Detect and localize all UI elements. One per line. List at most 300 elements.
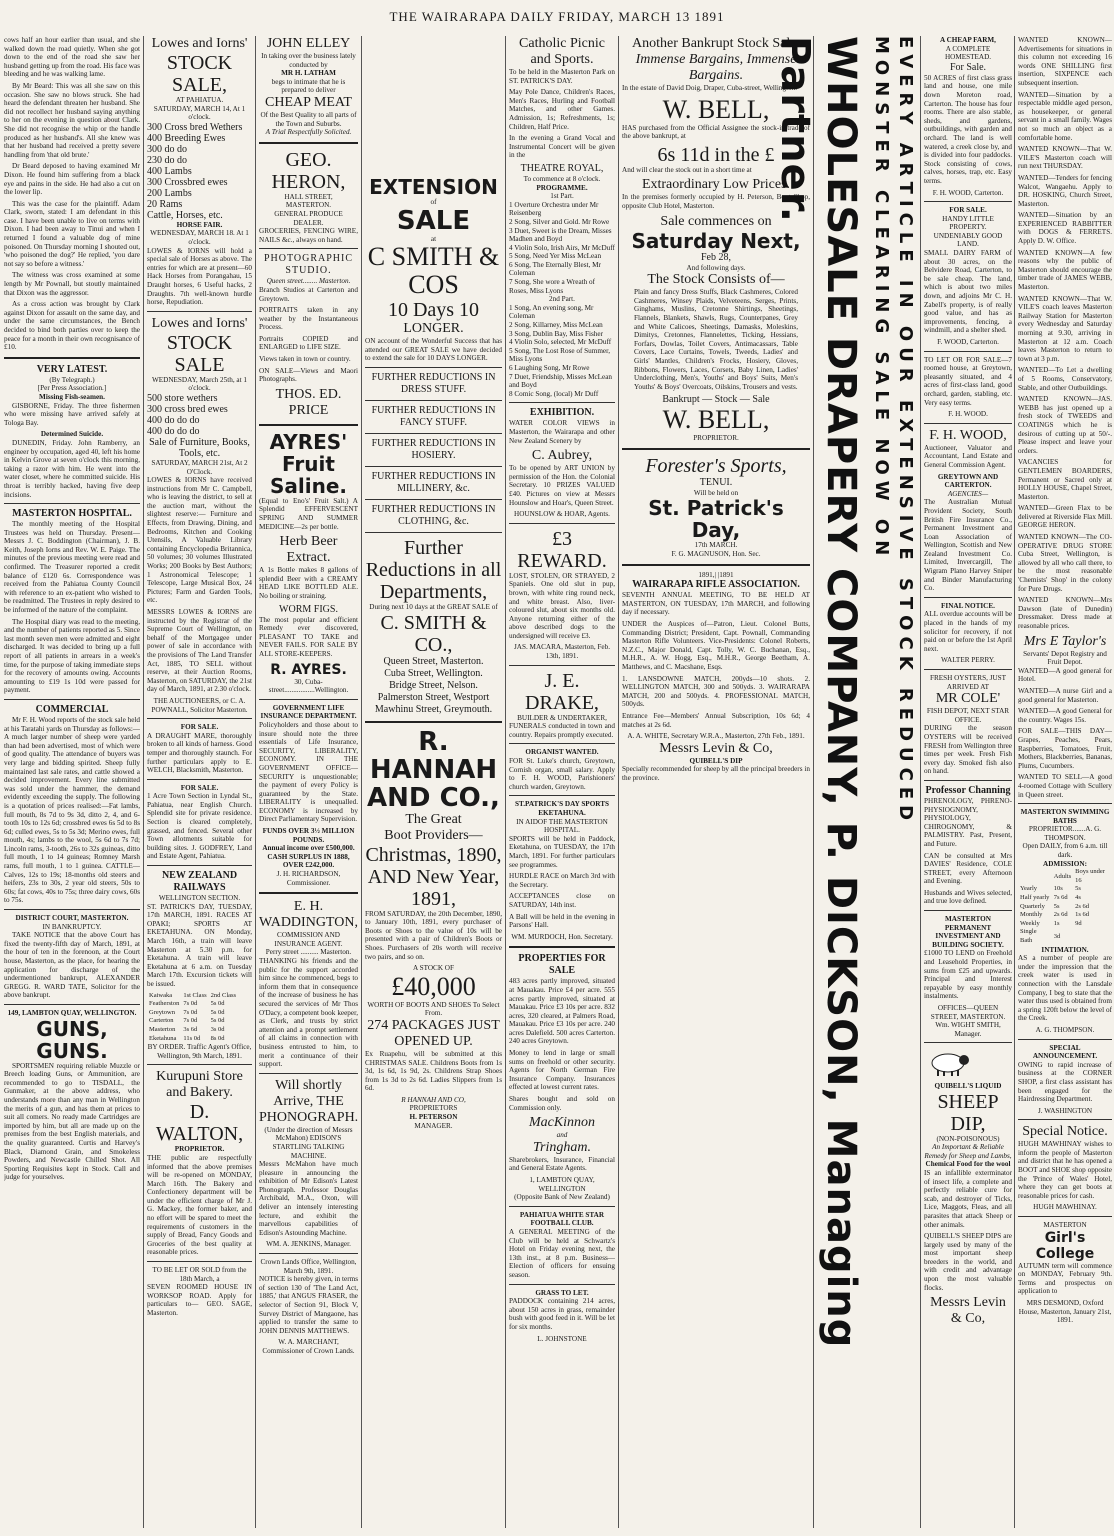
ad-subheading: HANDY LITTLE PROPERTY. <box>942 214 994 232</box>
ad-heading: Will shortly Arrive, THE PHONOGRAPH. <box>259 1077 358 1125</box>
notice-text: NOTICE is hereby given, in terms of section 130 of 'The Land Act, 1885,' that ANGUS FRASER, the selector of Section 91, Block V, Survey District of Mangaone, has applied to transfer the same to JOHN DENNIS MATTHEWS. <box>259 1275 358 1335</box>
ad-text: ALL overdue accounts will be placed in the hands of my solicitor for recovery, if not paid on or before the 1st April next. <box>924 610 1012 653</box>
ad-title: 274 PACKAGES JUST OPENED UP. <box>367 1017 500 1049</box>
ad-title: Saturday Next, <box>631 228 801 253</box>
ad-signature: WM. A. JENKINS, Manager. <box>266 1240 351 1249</box>
ad-text: Policyholders and those about to insure should note the three essentials of Life Insurance, SECURITY, LIBERALITY, ECONOMY. IN THE GOVERNMENT OFFICE— SECURITY is unquestionable; the payment of every Policy is guaranteed by the State. LIBERALITY is unequalled. ECONOMY is increased by Direct Parliamentary Supervision. <box>259 720 358 824</box>
ad-title: SHEEP DIP, <box>937 1090 999 1135</box>
ad-text: In the premises formerly occupied by H. Peterson, Boot Shop, opposite Club Hotel, Masterton. <box>622 193 810 210</box>
ad-text: at <box>430 234 437 243</box>
column-events <box>509 36 615 1528</box>
reduction-item: FURTHER REDUCTIONS IN CLOTHING, &c. <box>371 503 496 527</box>
ad-text: FOR St. Luke's church, Greytown, Cornish organ, small salary. Apply to F. H. WOOD, Parishioners' church warden, Greytown. <box>509 757 615 791</box>
ad-title: D. WALTON, <box>155 1101 244 1146</box>
ad-address: 30, Cuba-street.................Wellington. <box>268 677 349 695</box>
classified-ad: WANTED—Situation by an EXPERIENCED RABBITTER with DOGS & FERRETS. Apply D. W. Office. <box>1018 211 1112 246</box>
ad-heading: Herb Beer Extract. <box>279 534 338 566</box>
ad-subheading: WELLINGTON SECTION. <box>158 894 241 903</box>
ad-heading: WORM FIGS. <box>279 603 338 615</box>
classified-ad: WANTED KNOWN—Advertisements for situations in this column not exceeding 16 words ONE SHILLING first insertion, SIXPENCE each subsequent insertion. <box>1018 36 1112 87</box>
ad-text: Feb 28, <box>701 251 731 263</box>
ad-heading: MASTERTON PERMANENT INVESTMENT AND BUILDING SOCIETY. <box>932 915 1004 949</box>
ad-subheading: UNDENIABLY GOOD LAND. <box>933 231 1003 249</box>
ad-text: begs to intimate that he is prepared to deliver <box>271 77 346 95</box>
ad-text: SPORTSMEN requiring reliable Muzzle or Breech loading Guns, or Ammunition, are recommended to go to TISDALL, the Gunmaker, at the above address, who understands more than any man in Wellington the merits of a gun, and has them at prices to suit all comers. No ready made Cartridges are imported by him, but all are made up on the premises from the best English materials, and the quality guaranteed. Curtis and Harvey's Black, Diamond Grain, and Smokeless Powders, and Newcastle Chilled Shot. All Sporting Requisites kept in Stock. Call and judge for yourselves. <box>4 1061 140 1182</box>
ad-text: LOST, STOLEN, OR STRAYED, 2 Spaniels. One old slut in pup, brown, with white ring round neck, and white breast. Also, liver-coloured slut, about six months old. Anyone returning either of the above described dogs to the undersigned will receive £3. <box>509 571 615 640</box>
ad-text: LOWES & IORNS have received instructions from Mr C. Campbell, who is leaving the district, to sell at the auction mart, without the slightest reserve:— Furniture and Effects, from Drawing, Dining, and Bedrooms, Kitchen and Cooking Utensils, A Valuable Library containing Encyclopedia Britannica, 50 volumes; 30 volumes Illustrated Works; 200 Books by Best Authors; 1 Astronomical Telescope; 1 Telescope, Large Musical Box, 24 Pictures; Farm and Garden Tools, etc. <box>147 476 252 605</box>
ad-heading: Kurupuni Store and Bakery. <box>156 1069 243 1101</box>
section-heading: VERY LATEST. <box>36 363 108 375</box>
ad-heading: MASTERTON SWIMMING BATHS <box>1020 808 1110 825</box>
ad-subheading: (Under the direction of Messrs McMahon) EDISON'S STARTLING TALKING MACHINE. <box>264 1125 353 1160</box>
programme-item: 7 Duet, Friendship, Misses McLean and Boyd <box>509 372 613 390</box>
table-row: Carterton 7s 0d 5s 0d <box>149 1017 225 1025</box>
ad-heading: Professor Channing <box>925 784 1011 796</box>
table-row: Yearly 10s 5s <box>1020 885 1081 893</box>
stock-item: 300 do do <box>147 143 187 155</box>
ad-heading: AYRES' <box>269 429 348 454</box>
article-text: Mr F. H. Wood reports of the stock sale held at his Taratahi yards on Thursday as follows:—A much larger number of sheep were yarded than had been advertised, most of which were of good quality. The attendance of buyers was very large and bidding spirited. Sheep fully maintained last sale rates, and cattle showed a decided improvement. Every line submitted was sold under the hammer, the demand evidently exceeding the supply. The following is a quotation of prices realised:—Fat lambs, full mouth, 8s 7d to 9s 3d, ditto 2, 4, and 6-tooth 10s to 12s 6d; crossbred ewes 6s 5d to 8s 6d; culled ewes, 5s to 5s 3d; Merino ewes, full mouth, 4s; lambs to the wool, 5s 6d to 7s 7d; Lincoln rams, 3-tooth, 26s to 32s guineas, ditto full mouth, 1 to 14 guineas; Romney Marsh rams, full mouth, 1 to 1 guinea. CATTLE—Calves, 12s to 19s; 18-months old steers and heifers, 23s to 30s, 2 year old steers, 50s to 60s; fat cows, 40s to 75s; three dairy cows, 60s to 75s. <box>4 715 140 905</box>
section-heading: MASTERTON HOSPITAL. <box>12 508 132 520</box>
programme-item: 2 Song, Killarney, Miss McLean <box>509 321 603 330</box>
ad-heading: F. H. WOOD, <box>929 427 1007 443</box>
ad-address: 1, LAMBTON QUAY, WELLINGTON <box>529 1176 595 1193</box>
programme-item: 2 Song, Silver and Gold. Mr Rowe <box>509 217 610 226</box>
ad-text: ADMISSION: <box>1043 859 1087 868</box>
programme-heading: PROGRAMME. <box>536 183 588 192</box>
branch-address: Mawhinu Street, Greymouth. <box>374 703 493 715</box>
table-row: Kaiwaka 1st Class 2nd Class <box>149 991 237 999</box>
ad-text: Of the Best Quality to all parts of the Town and Suburbs. <box>260 110 357 128</box>
ad-text: TO LET OR FOR SALE—7 roomed house, at Greytown, pleasantly situated, and 4 acres of first-class land, good orchard, garden, stabling, etc. Very easy terms. <box>924 355 1012 407</box>
ad-text: of <box>430 198 437 206</box>
ad-title: Extraordinary Low Prices. <box>641 177 791 193</box>
ad-text: Portraits COPIED and ENLARGED to LIFE SIZE. <box>259 334 358 352</box>
programme-item: 1 Song, An evening song, Mr Coleman <box>509 303 594 321</box>
ad-signature: HUGH MAWHINAY. <box>1033 1203 1097 1212</box>
notice-text: Entrance Fee—Members' Annual Subscription, 10s 6d; 4 matches at 2s 6d. <box>622 711 810 729</box>
ad-text: ON SALE—Views and Maori Photographs. <box>259 366 358 384</box>
ad-text: PORTRAITS taken in any weather by the Instantaneous Process. <box>259 306 358 332</box>
column-rule <box>1014 36 1015 1528</box>
ad-heading: NEW ZEALAND RAILWAYS <box>161 870 238 894</box>
ad-text: Will be held on <box>693 488 739 497</box>
ad-signature: HOUNSLOW & HOAR, Agents. <box>514 510 610 519</box>
ad-title: C. Aubrey, <box>531 448 593 464</box>
ad-heading: A CHEAP FARM, <box>940 36 996 44</box>
ad-title: STOCK SALE <box>166 331 233 376</box>
classified-ad: WANTED KNOWN—The CO-OPERATIVE DRUG STORE Cuba Street, Wellington, is allowed by all who call there, to be the most reasonable 'Chemists' Shop' in the colony for Pure Drugs. <box>1018 533 1112 593</box>
ad-text: PHRENOLOGY, PHRENO-PHYSIOGNOMY, PHYSIOLOGY, CHIROGNOMY, & PALMISTRY. Past, Present, and Future. <box>924 796 1012 848</box>
ad-heading: EXHIBITION. <box>529 407 595 419</box>
ad-text: Bankrupt — Stock — Sale <box>662 394 770 406</box>
ad-title: The Stock Consists of— <box>647 272 785 288</box>
ad-text: AUTUMN term will commence on MONDAY, February 9th. Terms and prospectus on application to <box>1018 1261 1112 1296</box>
table-row: Weekly 1s 9d <box>1020 919 1082 927</box>
programme-item: 5 Song, The Lost Rose of Summer, Miss Lyons <box>509 346 610 364</box>
ad-heading: FRESH OYSTERS, JUST ARRIVED AT <box>929 674 1007 691</box>
notice-text: TAKE NOTICE that the above Court has fixed the twenty-fifth day of March, 1891, at the hour of ten in the forenoon, at the Court house, Masterton, as the place, for hearing the application for discharge of the undermentioned bankrupt, ALEXANDER GREGG. R. WARD TATE, Solicitor for the above bankrupt. <box>4 931 140 1000</box>
table-row: Half yearly 7s 6d 4s <box>1020 894 1081 902</box>
ad-text: Messrs McMahon have much pleasure in announcing the exhibition of Mr Edison's Latest Phonograph. Professor Douglas Archibald, M.A., Oxon, will deliver an intensely interesting lecture, and exhibit the marvellous capabilities of Edison's Astounding Machine. <box>259 1160 358 1237</box>
notice-subheading: IN BANKRUPTCY. <box>42 922 102 931</box>
classified-ad: WANTED—Tenders for fencing Walcot, Wangaehu. Apply to DR. HOSKING, Church Street, Masterton. <box>1018 173 1112 208</box>
reduction-item: FURTHER REDUCTIONS IN DRESS STUFF. <box>371 371 496 395</box>
ad-text: SEVEN ROOMED HOUSE IN WORKSOP ROAD. Apply for particulars to— GEO. SAGE, Masterton. <box>147 1283 252 1317</box>
ad-title: C SMITH & COS <box>367 242 500 300</box>
column-wanted <box>1018 36 1112 1528</box>
ad-text: To be held in the Masterton Park on ST. PATRICK'S DAY. <box>509 68 615 85</box>
branch-address: Palmerston Street, Westport <box>377 691 490 703</box>
ad-text: Specially recommended for sheep by all the principal breeders in the province. <box>622 765 810 782</box>
ad-text: A 1s Bottle makes 8 gallons of splendid Beer with a CREAMY HEAD LIKE BOTTLED ALE. No boiling or straining. <box>259 566 358 600</box>
section-heading: COMMERCIAL <box>35 703 109 715</box>
ad-text: QUIBELL'S SHEEP DIPS are largely used by many of the most important sheep breeders in the world, and with credit and advantage upon the most valuable flocks. <box>924 1232 1012 1292</box>
ad-title: For Sale. <box>949 61 987 73</box>
ad-signature: F. WOOD, Carterton. <box>937 338 999 346</box>
ad-date: WEDNESDAY, MARCH 18. At 1 o'clock. <box>150 229 249 246</box>
ad-heading: PHOTOGRAPHIC STUDIO. <box>263 253 354 277</box>
ad-text: OWING to rapid increase of business at the CORNER SHOP, a first class assistant has been engaged for the Hairdressing Department. <box>1018 1060 1112 1104</box>
ad-heading: Girl's College <box>1035 1229 1095 1262</box>
ad-text: A GENERAL MEETING of the Club will be held at Schwartz's Hotel on Friday evening next, the 13th inst., at 8 p.m. Business—Election of officers for ensuing season. <box>509 1227 615 1279</box>
table-row: Adults Boys under 16 <box>1053 868 1105 884</box>
programme-item: 6 Song, The Eternally Blest, Mr Coleman <box>509 260 601 278</box>
ad-title: St. Patrick's Day, <box>648 496 784 543</box>
ad-text: Husbands and Wives selected, and true love defined. <box>924 888 1012 906</box>
ad-text: The Australian Mutual Provident Society, South British Fire Insurance Co., Permanent Investment and Loan Association of Wellington, Scottish and New Zealand Investment Co. Limited, Invercargill, The Wigram Plano Harvey Sniper and Binder Manufacturing Co. <box>924 498 1012 593</box>
ad-title: MacKinnon <box>528 1115 596 1131</box>
stock-item: 230 do do <box>147 154 187 166</box>
ad-title: SALE <box>396 205 471 236</box>
ad-text: In taking over the business lately conducted by <box>261 52 356 69</box>
ad-signature: F. G. MAGNUSON, Hon. Sec. <box>671 550 761 559</box>
ad-place: AT PAHIATUA. <box>175 96 224 104</box>
ad-subheading: A COMPLETE HOMESTEAD. <box>944 44 992 62</box>
ad-heading: Catholic Picnic and Sports. <box>519 36 605 67</box>
stock-item: 500 store wethers <box>147 392 218 404</box>
classified-ad: VACANCIES for GENTLEMEN BOARDERS, Permanent or Sacred only at HOLLY HOUSE, Chapel Street, Masterton. <box>1018 458 1112 501</box>
stock-item: 200 Lambs <box>147 187 192 199</box>
column-rule <box>255 36 256 1528</box>
article-text: By Mr Beard: This was all she saw on this occasion. She saw no blows struck. She had heard the defendant threaten her husband. She did not recollect her husband saying anything to her on the evening in question about Clark. She did not recognise the whip or the handle produced as her husband's. All she knew was that her husband had received a pretty severe handling from 'that old brute.' <box>4 81 140 159</box>
ad-text: (Equal to Eno's' Fruit Salt.) A Splendid EFFERVESCENT SPRING AND SUMMER MEDICINE—2s per bottle. <box>259 496 358 531</box>
ad-heading: Lowes and Iorns' <box>151 36 248 51</box>
ad-heading: TO BE LET OR SOLD from the 18th March, a <box>152 1266 247 1283</box>
ad-heading: PAHIATUA WHITE STAR FOOTBALL CLUB. <box>519 1210 605 1228</box>
article-heading: Determined Suicide. <box>40 430 104 439</box>
ad-text: AS a number of people are under the impression that the creek water is used in connection with the Lansdale Company, I beg to state that the water thus used is obtained from a spring 120ft below the level of the Creek. <box>1018 954 1112 1023</box>
article-text: As a cross action was brought by Clark against Dixon for assault on the same day, and under the same circumstances, the Bench decided to bind both parties over to keep the peace for a month in their own recognisance of £10. <box>4 300 140 352</box>
ad-text: To commence at 8 o'clock. <box>523 174 601 183</box>
ad-heading: GEO. HERON, <box>271 148 346 193</box>
programme-item: 8 Comic Song, (local) Mr Duff <box>509 389 599 398</box>
ad-heading: FOR SALE. <box>180 723 219 732</box>
reduction-item: FURTHER REDUCTIONS IN HOSIERY. <box>371 437 496 461</box>
ad-title: AND New Year, 1891, <box>367 865 500 910</box>
classified-ad: FOR SALE—THIS DAY—Grapes, Peaches, Pears, Raspberries, Tomatoes, Fruit, Mothers, Blackberries, Bananas, Plums, Cucumbers. <box>1018 727 1112 770</box>
programme-item: 4 Violin Solo, selected, Mr McDuff <box>509 338 612 347</box>
ad-text: In the evening a Grand Vocal and Instrumental Concert will be given in the <box>509 134 615 160</box>
article-text: The Hospital diary was read to the meeting, and the number of patients reported as 5. Since last month seven men were admitted and eight discharged. It was decided to bring up a full report of all patients in arrears in a week's time, for the purpose of taking immediate steps for the recovery of amounts owing. Accounts amounting to £19 1s 10d were passed for payment. <box>4 617 140 695</box>
ad-signature: MRS DESMOND, Oxford House, Masterton, January 21st, 1891. <box>1018 1299 1112 1325</box>
article-heading: Missing Fish-seamen. <box>39 392 105 401</box>
ad-signature: Messrs Levin & Co, <box>930 1295 1006 1327</box>
column-smith-hannah <box>365 36 502 1528</box>
ad-text: A DRAUGHT MARE, thoroughly broken to all kinds of harness. Good temper and thoroughly staunch. For further particulars apply to E. WELCH, Blacksmith, Masterton. <box>147 731 252 775</box>
ad-address: 149, LAMBTON QUAY, WELLINGTON. <box>7 1008 137 1017</box>
programme-item: 7 Song, She wore a Wreath of Roses, Miss Lyons <box>509 278 596 295</box>
ad-text: £1000 TO LEND on Freehold and Leasehold Properties, in sums from £25 and upwards. Principal and Interest repayable by easy monthly instalments. <box>924 949 1012 1001</box>
ad-subheading: IN AIDOF THE MASTERTON HOSPITAL. <box>516 817 608 835</box>
ad-heading: GRASS TO LET. <box>535 1288 589 1297</box>
column-news <box>4 36 140 1528</box>
masthead: THE WAIRARAPA DAILY FRIDAY, MARCH 13 1891 <box>389 9 725 24</box>
ad-text: Views taken in town or country. <box>259 355 351 364</box>
classified-ad: WANTED KNOWN—Mrs Dawson (late of Dunedin) Dressmaker. Dress made at reasonable prices. <box>1018 596 1112 630</box>
ad-signature: R HANNAH AND CO, <box>401 1095 466 1104</box>
table-row: Eketahuna 11s 0d 8s 0d <box>149 1034 225 1042</box>
classified-ad: WANTED KNOWN—That W. VILE'S coach leaves Masterton Railway Station for Masterton every Wednesday and Saturday morning at 9.30, arriving in Masterton at 12 a.m. Coach leaves Masterton to return to town at 3 p.m. <box>1018 294 1112 363</box>
classified-ad: WANTED TO SELL—A good 4-roomed Cottage with Scullery in Queen street. <box>1018 773 1112 799</box>
ad-heading: JOHN ELLEY <box>266 36 351 51</box>
ad-title: Fruit Saline. <box>269 451 347 498</box>
ad-address: Queen street........ Masterton. <box>266 277 351 286</box>
ad-signature: WALTER PERRY. <box>941 656 995 665</box>
ad-subheading: PROPRIETOR.......A. G. THOMPSON. <box>1028 825 1102 842</box>
ad-text: ON account of the Wonderful Success that has attended our GREAT SALE we have decided to extend the sale for 10 DAYS LONGER. <box>365 337 502 363</box>
classified-ad: WANTED—A nurse Girl and a good general for Masterton. <box>1018 686 1112 704</box>
programme-part: 1st Part. <box>550 192 574 201</box>
notice-heading: DISTRICT COURT, MASTERTON. <box>15 914 129 923</box>
vertical-headline: WHOLESALE DRAPERY COMPANY, P. DICKSON, Managing Partner. <box>772 36 864 1349</box>
classified-ad: WANTED KNOWN—That W. VILE'S Masterton coach will run next THURSDAY. <box>1018 145 1112 171</box>
ad-signature: R. AYRES. <box>270 661 347 678</box>
ad-subheading: TENUI. <box>699 476 733 488</box>
column-stock-sales <box>147 36 252 1528</box>
ad-heading: INTIMATION. <box>1041 945 1089 954</box>
ad-signature: J. H. RICHARDSON, Commissioner. <box>276 870 341 887</box>
article-text: DUNEDIN, Friday. John Ramberry, an engineer by occupation, aged 40, left his home in Kelvin Grove at seven o'clock this morning, taking a razor with him. He went into the water closet, where he committed suicide. His throat is terribly hacked, having five deep incisions. <box>4 438 140 499</box>
ad-text: 483 acres partly improved, situated at Mauakau. Price £4 per acre. 555 acres partly improved, situated at Mauakau. Price £3 10s per acre. 832 acres, 320 cleared, at Palmers Road, Mauakau. Price £3 10s per acre. 240 acres Dalefield. 500 acres Carterton. 240 acres Greytown. <box>509 977 615 1046</box>
column-rule <box>505 36 506 1528</box>
ad-heading: EXTENSION <box>369 175 498 199</box>
ad-heading: SPECIAL ANNOUNCEMENT. <box>1032 1043 1098 1061</box>
table-row: Masterton 3s 6d 3s 0d <box>149 1025 225 1033</box>
ad-subheading: THEATRE ROYAL, <box>520 162 604 174</box>
classified-ad: WANTED—To Let a dwelling of 5 Rooms, Conservatory, Stable, and other Outbuildings. <box>1018 366 1112 392</box>
ad-subheading: MASTERTON <box>1043 1221 1087 1230</box>
stock-item: 400 Lambs <box>147 165 192 177</box>
ad-text: And following days. <box>686 263 746 272</box>
stock-item: Cattle, Horses, etc. <box>147 209 223 221</box>
ad-text: 17th MARCH. <box>694 541 738 550</box>
ad-heading: FINAL NOTICE. <box>941 601 995 610</box>
reduction-item: FURTHER REDUCTIONS IN FANCY STUFF. <box>371 404 496 428</box>
ad-signature: PROPRIETORS <box>409 1104 458 1113</box>
ad-signature: PROPRIETOR. <box>693 434 739 443</box>
ad-text: THE public are respectfully informed that the above premises will be re-opened on MONDAY, March 16th. The Bakery and Confectionery department will be under the efficient charge of Mr J. G. Mackey, the former baker, and no effort will be spared to meet the requirements of customers in the supply of Bread, Fancy Goods and Groceries of the best quality at reasonable prices. <box>147 1153 252 1257</box>
programme-item: 3 Duet, Sweet is the Dream, Misses Madhen and Boyd <box>509 226 612 244</box>
ad-address: Perry street .......... Masterton. <box>265 948 352 957</box>
column-rule <box>813 36 814 1528</box>
stock-item: 400 do do do <box>147 414 200 426</box>
ad-subheading: AGENCIES— <box>947 489 989 498</box>
ad-text: FUNERALS conducted in town and country. Repairs promptly executed. <box>509 722 615 739</box>
stock-item: 20 Rams <box>147 198 183 210</box>
ad-subheading: Servants' Depot Registry and Fruit Depot. <box>1023 649 1107 667</box>
sheep-icon <box>924 1049 974 1077</box>
ad-heading: HORSE FAIR. <box>176 220 223 229</box>
ad-address: OFFICES—QUEEN STREET, MASTERTON. <box>930 1004 1006 1021</box>
ad-text: PADDOCK containing 214 acres, about 150 acres in grass, remainder bush with good feed in it. Will be let for six months. <box>509 1297 615 1331</box>
ad-text: LONGER. <box>403 321 464 337</box>
ad-heading: R. HANNAH AND CO., <box>367 726 500 813</box>
ad-subheading: PROPRIETOR. <box>174 1145 225 1154</box>
ad-signature: THOS. ED. PRICE <box>275 386 342 418</box>
section-subheading: (By Telegraph.) <box>49 375 95 384</box>
ad-text: FROM SATURDAY, the 20th December, 1890, to January 10th, 1891, every purchaser of Boots or Shoes to the value of 10s will be presented with a pair of Children's Boots or Shoes. Purchasers of 20s worth will receive two pairs, and so on. <box>365 909 502 961</box>
ad-title: £40,000 <box>391 971 476 1001</box>
classified-ad: WANTED—A good General for the country. Wages 15s. <box>1018 707 1112 724</box>
classified-ad: WANTED—A good general for Hotel. <box>1018 666 1112 684</box>
ad-text: MESSRS LOWES & IORNS are instructed by the Registrar of the Supreme Court of Wellington, on behalf of the Mortgagee under power of sale in accordance with the provisions of The Land Transfer Act, 1885, TO SELL without reserve, at their Auction Rooms, Masterton, on SATURDAY, the 21st day of March, 1891, at 2.30 o'clock. <box>147 608 252 694</box>
ad-text: May Pole Dance, Children's Races, Men's Races, Hurling and Football Matches, and other Games. Admission, 1s; Refreshments, 1s; Children, Half Price. <box>509 88 615 131</box>
notice-signature: A. A. WHITE, Secretary W.R.A., Masterton, 27th Feb., 1891. <box>627 732 805 741</box>
ad-title: MR COLE' <box>935 691 1001 707</box>
branch-address: Queen Street, Masterton. <box>383 655 484 667</box>
stock-item: 400 do do do <box>147 425 200 437</box>
ad-text: WORTH OF BOOTS AND SHOES To Select From. <box>367 1000 500 1018</box>
ad-date: WEDNESDAY, March 25th, at 1 o'clock. <box>151 375 248 393</box>
ad-subheading: COMMISSION AND INSURANCE AGENT. <box>274 931 343 948</box>
ad-heading: FOR SALE. <box>949 206 987 215</box>
ad-text: CASH SURPLUS IN 1888, OVER £242,000. <box>267 852 350 870</box>
stock-item: 300 Crossbred ewes <box>147 176 228 188</box>
ad-text: A STOCK OF <box>412 964 454 973</box>
article-text: The monthly meeting of the Hospital Trustees was held on Thursday. Present—Messrs J. C. Boddington (Chairman), J. B. Keith, Joseph Iorns and Rev. W. E. Paige. The minutes of the previous meeting were read and confirmed. The Treasurer reported a credit balance of £120 6s. Correspondence was received from the Pahiatua County Council with reference to an ex-patient who wished to be readmitted. The Trustees in reply desired to be informed of the nature of the complaint. <box>4 520 140 615</box>
ad-signature: MANAGER. <box>414 1121 453 1130</box>
ad-title: Further Reductions in all Departments, <box>365 536 502 603</box>
ad-signature: J. WASHINGTON <box>1037 1106 1093 1115</box>
ad-text: SMALL DAIRY FARM of about 30 acres, on the Belvidere Road, Carterton, to be sale cheap. The land, which is about two miles down, and adjoins Mr C. H. Zabell's property, is of really good value, and has as improvements, fencing, a windmill, and a shelter shed. <box>924 249 1012 335</box>
ad-text: The most popular and efficient Remedy ever discovered, PLEASANT TO TAKE and NEVER FAILS. FOR SALE BY ALL STORE-KEEPERS. <box>259 615 358 658</box>
ad-heading: QUIBELL'S LIQUID <box>934 1081 1002 1090</box>
ad-title: Boot Providers— <box>384 827 483 843</box>
ad-signature: A. G. THOMPSON. <box>1035 1025 1095 1034</box>
vertical-subline: EVERY ARTICLE IN OUR EXTENSIVE STOCK REDUCED <box>895 36 916 827</box>
ad-text: 50 ACRES of first class grass land and house, one mile down Moreton road, Carterton. The house has four rooms. There are also stable, sheds, and gardens, outbuildings, with garden and orchard. The land is well watered, a creek close by, and is divided into four paddocks. Stock consisting of cows, calves, horses, trap, etc. Easy terms. <box>924 73 1012 185</box>
ad-text: A Ball will be held in the evening in Parsons' Hall. <box>509 912 615 930</box>
ad-text: Auctioneer, Valuator and Accountant, Land Estate and General Commission Agent. <box>924 443 1012 469</box>
ad-title: W. BELL, <box>662 94 770 124</box>
article-text: This was the case for the plaintiff. Adam Clark, sworn, stated: I am defendant in this case. I have been unable to live on terms with Dixon. I had been away to Tinui and when I returned I found a valuable dog of mine poisoned. On Thursday morning I shouted out, 'who poisoned the dog?' He replied, 'you dare not say so before a witness.' <box>4 199 140 268</box>
ad-date: SATURDAY, MARCH 21st, At 2 O'Clock. <box>151 458 248 476</box>
ad-signature: F. H. WOOD. <box>948 410 988 419</box>
ad-signature: JAS. MACARA, Masterton, Feb. 13th, 1891. <box>513 643 611 661</box>
ad-text: GROCERIES, FENCING WIRE, NAILS &c., always on hand. <box>259 227 358 244</box>
ad-heading: Lowes and Iorns' <box>151 315 248 331</box>
ad-title: STOCK SALE, <box>166 52 233 96</box>
ad-title: QUIBELL'S DIP <box>689 756 743 765</box>
ad-heading: Special Notice. <box>1022 1124 1108 1140</box>
ad-signature: L. JOHNSTONE <box>537 1334 587 1343</box>
ad-text: MR H. LATHAM <box>281 69 336 78</box>
ad-heading: E. H. WADDINGTON, <box>259 899 358 931</box>
ad-subheading: BUILDER & UNDERTAKER, <box>517 713 607 722</box>
ad-subheading: GENERAL PRODUCE DEALER. <box>274 209 343 227</box>
programme-item: 5 Song, Need Yer Miss McLean <box>509 252 602 261</box>
ad-address: HALL STREET, <box>284 192 333 201</box>
ad-text: During next 10 days at the GREAT SALE of <box>369 602 498 611</box>
table-row: Greytown 7s 0d 5s 0d <box>149 1008 225 1016</box>
ad-text: ACCEPTANCES close on SATURDAY, 14th inst. <box>509 892 615 909</box>
ad-text: DURING the season OYSTERS will be received FRESH from Wellington three times per week. Fresh Fish every day. Smoked fish also on hand. <box>924 724 1012 776</box>
ad-title: Immense Bargains, Immense Bargains. <box>635 52 797 83</box>
notice-heading: Crown Lands Office, Wellington, March 9th, 1891. <box>260 1258 357 1275</box>
programme-item: 3 Song, Dublin Bay, Miss Fisher <box>509 329 603 338</box>
ad-heading: Forester's Sports, <box>645 454 787 477</box>
notice-text: UNDER the Auspices of—Patron, Lieut. Colonel Butts, Commanding District; President, Capt. Pownall, Commanding Masterton Rifle Volunteers. Vice-Presidents: Colonel Roberts, N.Z.C., Major Donald, Capt. Tolly, W. C. Buchanan, Esq., M.H.R., A. W. Hogg, Esq., M.H.R., George Beetham, A. Matthews, and C. Macshane, Esqs. <box>622 620 810 671</box>
ad-subheading: FISH DEPOT, NEXT STAR OFFICE. <box>926 707 1010 724</box>
article-text: The witness was cross examined at some length by Mr Pownall, but stoutly maintained that Dixon was the aggressor. <box>4 271 140 297</box>
table-row: Monthly 2s 6d 1s 6d <box>1020 911 1090 919</box>
ad-signature: Wm. WIGHT SMITH, Manager. <box>935 1021 1001 1038</box>
stock-list: Plain and fancy Dress Stuffs, Black Cashmeres, Colored Cashmeres, Winsey Plaids, Velveteens, Serges, Prints, Ginghams, Muslins, Cretonne Shirtings, Sheetings, Flannels, Blankets, Shawls, Rugs, Counterpanes, Grey and White Calicoes, Sheetings, Damasks, Moleskins, Dimitys, Cretonnes, Flannelettes, Ticking, Hessians, Forfars, Dowlas, Toilet Covers, Antimacassars, Table Covers, Lace Curtains, Towels, Tweeds, Ladies' and Girls' Mantles, Children's Frocks, Hosiery, Gloves, Ribbons, Flowers, Laces, Corsets, Baby Linen, Ladies' Underclothing, Men's, Youths' and Boys' Suits, Men's Youths' & Boys' Overcoats, Oilskins, Trousers and vests. <box>634 288 798 391</box>
ad-title: and <box>556 1131 568 1140</box>
classified-ad: WANTED—Situation by a respectable middle aged person, as housekeeper, or general servant in a small family. Wages not so much an object as a comfortable home. <box>1018 90 1112 142</box>
ad-heading: PROPERTIES FOR SALE <box>518 953 606 977</box>
classified-ad: WANTED KNOWN—JAS. WEBB has just opened up a fresh stock of TWEEDS and COATINGS which he is desirous of cutting up at 50/-. Please inspect and leave your orders. <box>1018 395 1112 455</box>
ad-text: Ex Ruapehu, will be submitted at this CHRISTMAS SALE. Childrens Boots from 1s 3d, 1s 6d, 1s 9d, 2s. Childrens Strap Shoes from 1s 3d to 2s 6d. Ladies Slippers from 1s 6d. <box>365 1049 502 1093</box>
ad-text: 1 Acre Town Section in Lyndal St., Pahiatua, near English Church. Splendid site for private residence. Section is cleared completely, grassed, and fenced. Several other Town allotments suitable for building sites. J. GODFREY, Land and Estate Agent, Pahiatua. <box>147 792 252 861</box>
ad-text: 10 Days 10 <box>387 299 480 322</box>
ad-text: A Trial Respectfully Solicited. <box>265 128 352 137</box>
stock-item: 300 Cross bred Wethers <box>147 121 243 133</box>
ad-heading: J. E. DRAKE, <box>525 669 599 714</box>
programme-part: 2nd Part. <box>549 295 575 304</box>
classified-ad: WANTED—Green Flax to be delivered at Riverside Flax Mill. GEORGE HERON. <box>1018 504 1112 530</box>
ad-title: CHEAP MEAT <box>265 94 352 110</box>
ad-subheading: GREYTOWN AND CARTERTON. <box>937 472 999 490</box>
ad-signature: H. PETERSON <box>409 1113 458 1122</box>
ad-text: CAN be consulted at Mrs DAVIES' Residence, COLE STREET, every Afternoon and Evening. <box>924 851 1012 886</box>
ad-address: MASTERTON. <box>285 201 332 210</box>
ad-date: SATURDAY, MARCH 14, At 1 o'clock. <box>153 104 246 122</box>
ad-heading: GOVERNMENT LIFE INSURANCE DEPARTMENT. <box>260 703 357 721</box>
ad-text: Open DAILY, from 6 a.m. till dark. <box>1022 842 1108 860</box>
ad-title: 6s 11d in the £ <box>657 143 775 166</box>
stock-item: 400 Breeding Ewes <box>147 132 226 144</box>
ad-text: HAS purchased from the Official Assignee the stock-in-trade of the above bankrupt, at <box>622 123 810 141</box>
ad-subheading: (NON-POISONOUS) <box>936 1134 1000 1143</box>
article-text: GISBORNE, Friday. The three fishermen who were missing have arrived safely at Tologa Bay. <box>4 401 140 427</box>
ad-signature: WM. MURDOCH, Hon. Secretary. <box>511 932 613 941</box>
notice-text: 1. LANSDOWNE MATCH, 200yds—10 shots. 2. WELLINGTON MATCH, 300 and 500yds. 3. WAIRARAPA MATCH, 200 and 500yds. 4. PROFESSIONAL MATCH, 500yds. <box>622 674 810 709</box>
ad-signature: F. H. WOOD, Carterton. <box>932 188 1004 197</box>
ad-text: In the estate of David Doig, Draper, Cuba-street, Wellington. <box>622 84 798 92</box>
table-row: Quarterly 5s 2s 6d <box>1020 902 1090 910</box>
notice-year: 1891,| |1891 <box>698 570 734 579</box>
ad-text: Shares bought and sold on Commission only. <box>509 1095 615 1112</box>
admission-table <box>1018 868 1112 945</box>
column-rule <box>920 36 921 1528</box>
programme-item: 4 Violin Solo, Irish Airs, Mr McDuff <box>509 243 615 252</box>
ad-heading: Mrs E Taylor's <box>1023 633 1107 649</box>
ad-heading: £3 REWARD. <box>517 527 607 572</box>
column-rule <box>618 36 619 1528</box>
ad-text: SPORTS will be held in Paddock, Eketahuna, on TUESDAY, the 17th March, 1891. For further particulars see programmes. <box>509 834 615 869</box>
